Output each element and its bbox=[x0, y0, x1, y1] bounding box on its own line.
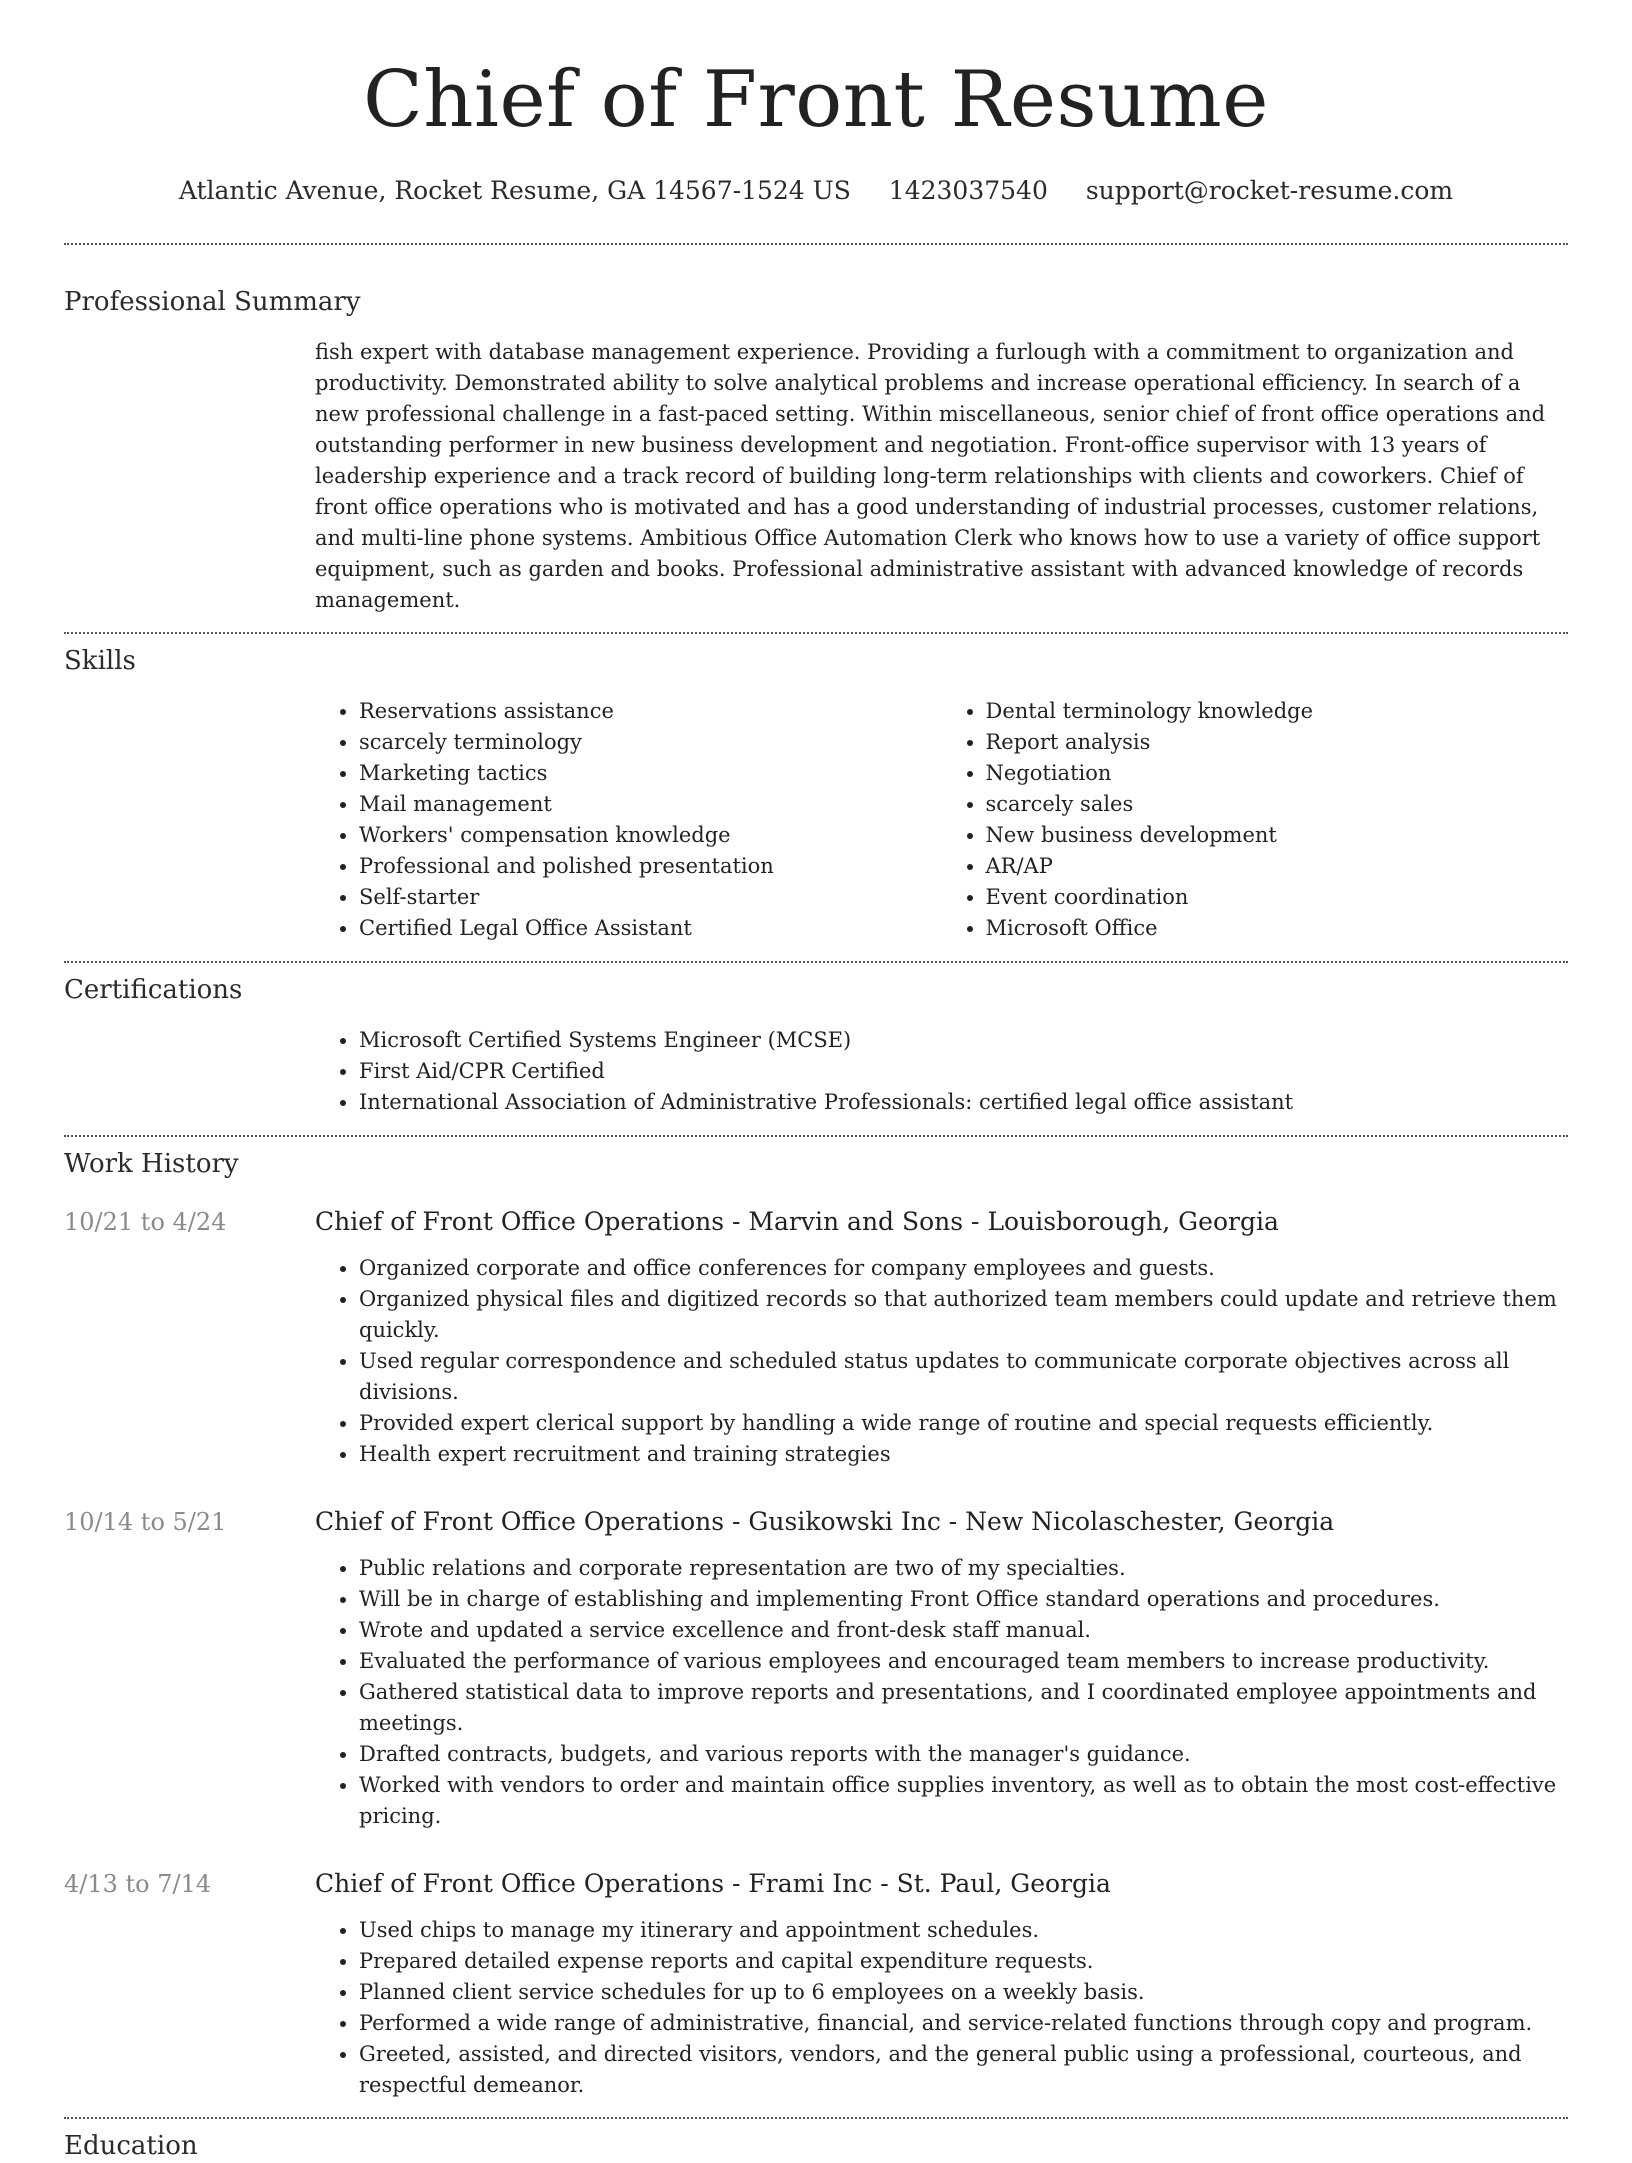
skills-list-left bbox=[315, 696, 942, 944]
job-bullet: • Provided expert clerical support by handling a wide range of routine and special requests efficiently. bbox=[359, 1408, 1568, 1439]
job-bullet: • Prepared detailed expense reports and capital expenditure requests. bbox=[359, 1946, 1568, 1977]
certification-item: • Microsoft Certified Systems Engineer (MCSE) bbox=[359, 1025, 1568, 1056]
job-title: Chief of Front Office Operations - Marvin and Sons - Louisborough, Georgia bbox=[315, 1207, 1279, 1236]
contact-address: Atlantic Avenue, Rocket Resume, GA 14567-1524 US bbox=[178, 176, 851, 205]
job-title: Chief of Front Office Operations - Gusikowski Inc - New Nicolaschester, Georgia bbox=[315, 1507, 1335, 1536]
skill-item: • AR/AP bbox=[986, 851, 1569, 882]
section-divider bbox=[64, 243, 1568, 245]
job-bullet: • Performed a wide range of administrative, financial, and service-related functions through copy and program. bbox=[359, 2008, 1568, 2039]
contact-phone: 1423037540 bbox=[888, 176, 1048, 205]
section-divider bbox=[64, 961, 1568, 963]
skill-item: • scarcely terminology bbox=[359, 727, 942, 758]
certifications-list bbox=[315, 1025, 1568, 1118]
education-heading: Education bbox=[64, 2131, 198, 2161]
job-bullet: • Gathered statistical data to improve reports and presentations, and I coordinated employee appointments and meetings. bbox=[359, 1677, 1568, 1739]
job-bullet: • Used regular correspondence and scheduled status updates to communicate corporate objectives across all divisions. bbox=[359, 1346, 1568, 1408]
job-bullet: • Organized corporate and office conferences for company employees and guests. bbox=[359, 1253, 1568, 1284]
skill-item: • Reservations assistance bbox=[359, 696, 942, 727]
job-bullet: • Wrote and updated a service excellence and front-desk staff manual. bbox=[359, 1615, 1568, 1646]
skill-item: • Certified Legal Office Assistant bbox=[359, 913, 942, 944]
section-divider bbox=[64, 2117, 1568, 2119]
job-bullets bbox=[315, 1553, 1568, 1832]
job-bullet: • Will be in charge of establishing and implementing Front Office standard operations and procedures. bbox=[359, 1584, 1568, 1615]
skills-section bbox=[64, 644, 1568, 944]
skill-item: • Event coordination bbox=[986, 882, 1569, 913]
certifications-section bbox=[64, 973, 1568, 1118]
job-bullet: • Greeted, assisted, and directed visitors, vendors, and the general public using a professional, courteous, and respectful demeanor. bbox=[359, 2039, 1568, 2101]
job-entry bbox=[64, 1505, 1568, 1832]
skill-item: • Workers' compensation knowledge bbox=[359, 820, 942, 851]
job-bullet: • Drafted contracts, budgets, and various reports with the manager's guidance. bbox=[359, 1739, 1568, 1770]
skill-item: • New business development bbox=[986, 820, 1569, 851]
job-entry bbox=[64, 1205, 1568, 1470]
skill-item: • Marketing tactics bbox=[359, 758, 942, 789]
resume-page bbox=[64, 0, 1568, 2163]
job-bullets bbox=[315, 1915, 1568, 2101]
section-divider bbox=[64, 1135, 1568, 1137]
work-history-heading: Work History bbox=[64, 1149, 239, 1179]
skill-item: • Microsoft Office bbox=[986, 913, 1569, 944]
skill-item: • Negotiation bbox=[986, 758, 1569, 789]
job-title: Chief of Front Office Operations - Frami Inc - St. Paul, Georgia bbox=[315, 1869, 1111, 1898]
job-bullet: • Organized physical files and digitized records so that authorized team members could update and retrieve them quickly. bbox=[359, 1284, 1568, 1346]
skill-item: • Mail management bbox=[359, 789, 942, 820]
job-bullets bbox=[315, 1253, 1568, 1470]
contact-line bbox=[64, 174, 1568, 208]
work-history-section bbox=[64, 1147, 1568, 2101]
job-entry bbox=[64, 1867, 1568, 2101]
skill-item: • Professional and polished presentation bbox=[359, 851, 942, 882]
certification-item: • First Aid/CPR Certified bbox=[359, 1056, 1568, 1087]
certification-item: • International Association of Administrative Professionals: certified legal office assistant bbox=[359, 1087, 1568, 1118]
education-section bbox=[64, 2129, 1568, 2163]
job-bullet: • Public relations and corporate representation are two of my specialties. bbox=[359, 1553, 1568, 1584]
job-bullet: • Used chips to manage my itinerary and appointment schedules. bbox=[359, 1915, 1568, 1946]
skill-item: • Report analysis bbox=[986, 727, 1569, 758]
summary-section bbox=[64, 285, 1568, 616]
skills-heading: Skills bbox=[64, 646, 136, 676]
skill-item: • Self-starter bbox=[359, 882, 942, 913]
job-dates: 10/14 to 5/21 bbox=[64, 1508, 227, 1536]
job-dates: 10/21 to 4/24 bbox=[64, 1208, 227, 1236]
section-divider bbox=[64, 632, 1568, 634]
skills-list-right bbox=[942, 696, 1569, 944]
summary-text: fish expert with database management experience. Providing a furlough with a commitment to organization and productivity. Demonstrated ability to solve analytical problems and increase operational efficiency. In search of a new professional challenge in a fast-paced setting. Within miscellaneous, senior chief of front office operations and outstanding performer in new business development and negotiation. Front-office supervisor with 13 years of leadership experience and a track record of building long-term relationships with clients and coworkers. Chief of front office operations who is motivated and has a good understanding of industrial processes, customer relations, and multi-line phone systems. Ambitious Office Automation Clerk who knows how to use a variety of office support equipment, such as garden and books. Professional administrative assistant with advanced knowledge of records management. bbox=[315, 340, 1546, 612]
job-dates: 4/13 to 7/14 bbox=[64, 1870, 212, 1898]
contact-email: support@rocket-resume.com bbox=[1085, 176, 1454, 205]
job-bullet: • Planned client service schedules for up to 6 employees on a weekly basis. bbox=[359, 1977, 1568, 2008]
job-bullet: • Evaluated the performance of various employees and encouraged team members to increase productivity. bbox=[359, 1646, 1568, 1677]
skill-item: • scarcely sales bbox=[986, 789, 1569, 820]
job-bullet: • Health expert recruitment and training strategies bbox=[359, 1439, 1568, 1470]
job-bullet: • Worked with vendors to order and maintain office supplies inventory, as well as to obtain the most cost-effective pricing. bbox=[359, 1770, 1568, 1832]
certifications-heading: Certifications bbox=[64, 975, 243, 1005]
resume-title: Chief of Front Resume bbox=[363, 55, 1269, 145]
skill-item: • Dental terminology knowledge bbox=[986, 696, 1569, 727]
resume-header bbox=[64, 0, 1568, 208]
summary-heading: Professional Summary bbox=[64, 287, 361, 317]
